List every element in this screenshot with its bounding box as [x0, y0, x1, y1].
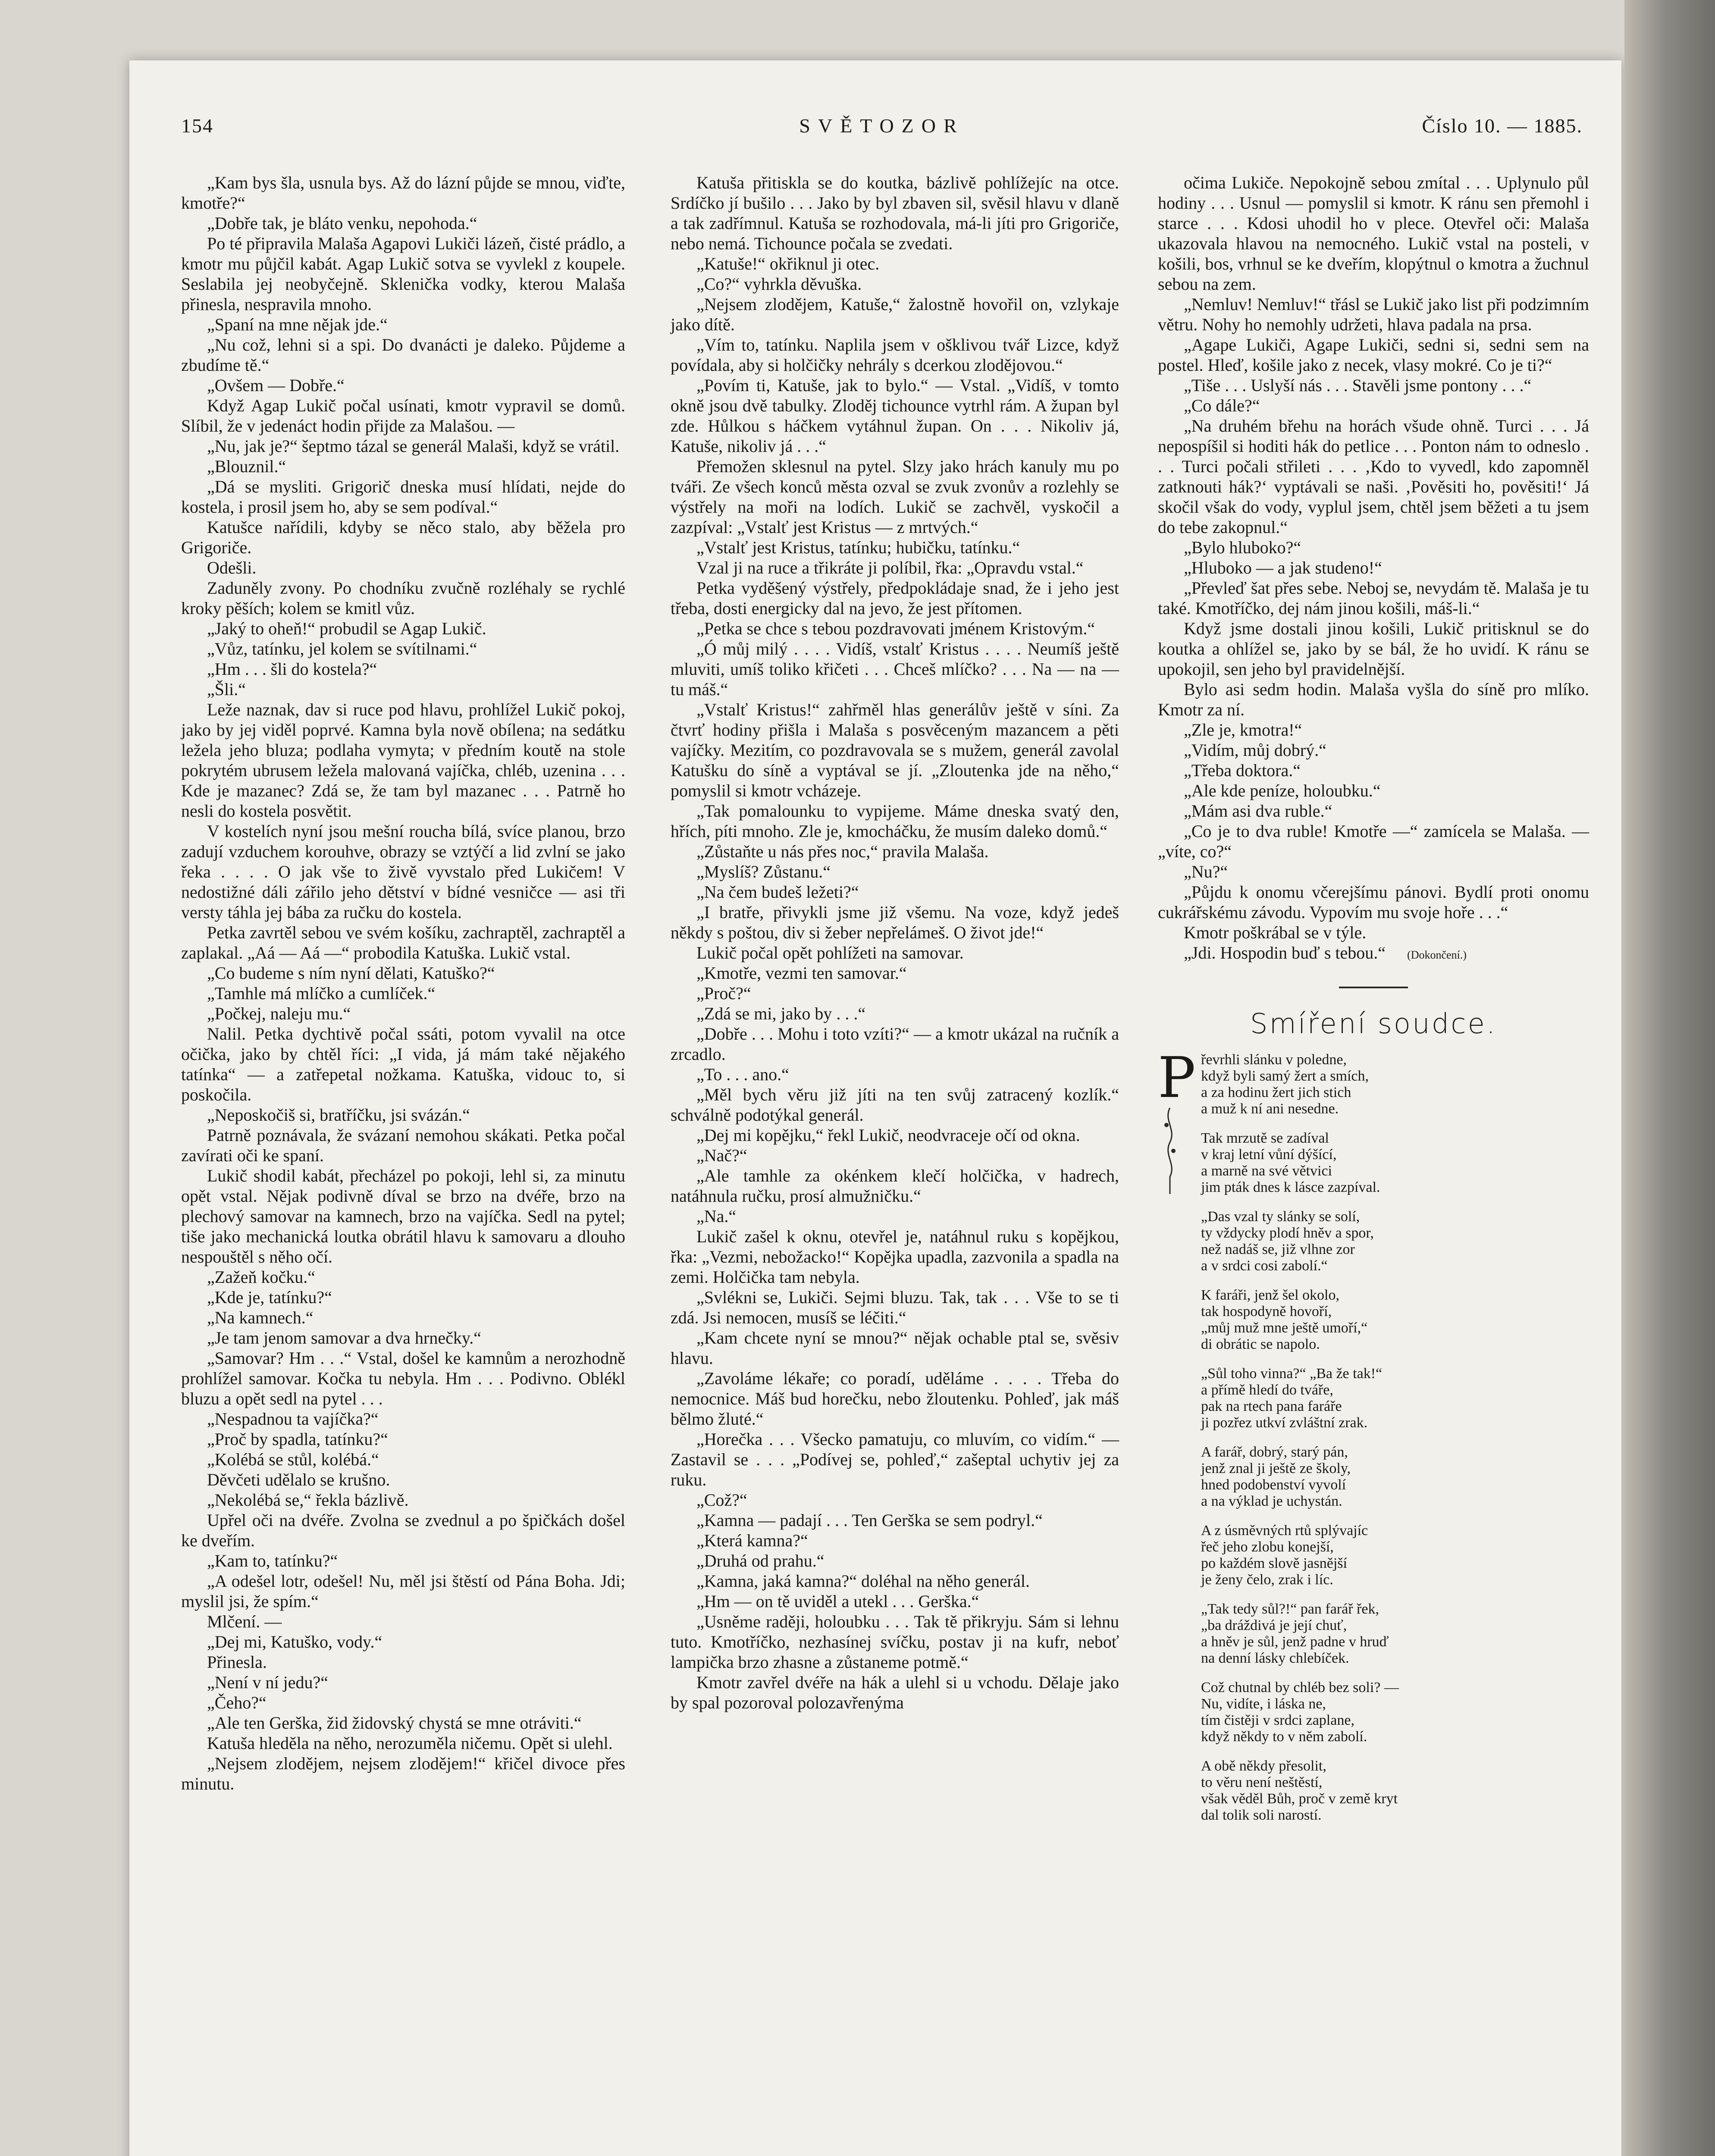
paragraph: „Hm . . . šli do kostela?“	[207, 659, 377, 679]
paragraph: „Zdá se mi, jako by . . .“	[696, 1004, 866, 1023]
poem-stanza	[1188, 1209, 1589, 1274]
poem-line: však věděl Bůh, proč v země kryt	[1201, 1791, 1398, 1807]
paragraph: „Myslíš? Zůstanu.“	[696, 862, 831, 881]
section-divider	[1339, 987, 1408, 988]
poem-line: „Das vzal ty slánky se solí,	[1201, 1209, 1360, 1225]
paragraph: „Blouznil.“	[207, 457, 286, 476]
poem-line: a přímě hledí do tváře,	[1201, 1382, 1333, 1398]
paragraph: „Usněme raději, holoubku . . . Tak tě přikryju. Sám si lehnu tuto. Kmotříčko, nezhasínej svíčku, postav ji na kufr, neboť lampička brzo zhasne a zůstaneme potmě.“	[671, 1612, 1119, 1672]
paragraph: Zaduněly zvony. Po chodníku zvučně rozléhaly se rychlé kroky pěších; kolem se kmitl vůz.	[181, 578, 625, 618]
paragraph: Děvčeti udělalo se krušno.	[207, 1470, 390, 1489]
paragraph: Když jsme dostali jinou košili, Lukič pritisknul se do koutka a ohlížel se, jako by se bál, že ho uvidí. K ránu se upokojil, sen jeho byl pravidelnější.	[1158, 619, 1589, 679]
paragraph: „Dá se mysliti. Grigorič dneska musí hlídati, nejde do kostela, i prosil jsem ho, aby se sem podíval.“	[181, 477, 625, 517]
poem-line: a hněv je sůl, jenž padne v hruď	[1201, 1634, 1389, 1650]
paragraph: „Druhá od prahu.“	[696, 1551, 825, 1570]
poem-stanza	[1188, 1287, 1589, 1353]
poem-initial-letter: P	[1158, 1045, 1196, 1110]
paragraph: Upřel oči na dvéře. Zvolna se zvednul a po špičkách došel ke dveřím.	[181, 1510, 625, 1550]
paragraph: „Kamna, jaká kamna?“ doléhal na něho generál.	[696, 1571, 1030, 1591]
paragraph: „Čeho?“	[207, 1693, 266, 1712]
poem-line: po každém slově jasnější	[1201, 1555, 1347, 1571]
poem-line: Nu, vidíte, i láska ne,	[1201, 1696, 1326, 1712]
paragraph: Katuša hleděla na něho, nerozuměla ničemu. Opět si ulehl.	[207, 1733, 613, 1753]
poem-line: a na výklad je uchystán.	[1201, 1493, 1342, 1509]
paragraph: „Zavoláme lékaře; co poradí, uděláme . . . . Třeba do nemocnice. Máš bud horečku, nebo žloutenku. Pohleď, jak máš bělmo žluté.“	[671, 1369, 1119, 1429]
poem-stanza	[1188, 1130, 1589, 1196]
paragraph: „Proč?“	[696, 984, 751, 1003]
poem-line: a marně na své větvici	[1201, 1163, 1332, 1179]
poem-line: tak hospodyně hovoří,	[1201, 1304, 1332, 1319]
paragraph: Katušce nařídili, kdyby se něco stalo, aby běžela pro Grigoriče.	[181, 517, 625, 557]
paragraph: „Tak pomalounku to vypijeme. Máme dneska svatý den, hřích, píti mnoho. Zle je, kmocháčku, že musím daleko domů.“	[671, 801, 1119, 841]
paragraph: „Počkej, naleju mu.“	[207, 1004, 351, 1023]
paragraph: „Je tam jenom samovar a dva hrnečky.“	[207, 1328, 482, 1348]
paragraph: Po té připravila Malaša Agapovi Lukiči lázeň, čisté prádlo, a kmotr mu půjčil kabát. Agap Lukič sotva se vyvlekl z koupele. Seslabila jej neobyčejně. Sklenička vodky, kterou Malaša přinesla, nespravila mnoho.	[181, 234, 625, 314]
poem-line: ji pozřez utkví zvláštní zrak.	[1201, 1415, 1368, 1431]
poem-line: pak na rtech pana faráře	[1201, 1398, 1342, 1414]
paragraph: Bylo asi sedm hodin. Malaša vyšla do síně pro mlíko. Kmotr za ní.	[1158, 680, 1589, 719]
paragraph: Petka zavrtěl sebou ve svém košíku, zachraptěl, zachraptěl a zaplakal. „Aá — Aá —“ probodila Katuška. Lukič vstal.	[181, 923, 625, 962]
paragraph: „Nejsem zlodějem, nejsem zlodějem!“ křičel divoce přes minutu.	[181, 1754, 625, 1793]
paragraph: „Petka se chce s tebou pozdravovati jménem Kristovým.“	[696, 619, 1095, 638]
poem-title: Smíření soudce.	[1250, 1008, 1497, 1040]
text-column-1	[181, 172, 625, 1794]
paragraph: „Kolébá se stůl, kolébá.“	[207, 1450, 379, 1469]
poem-line: Tak mrzutě se zadíval	[1201, 1130, 1329, 1146]
paragraph: „Kam to, tatínku?“	[207, 1551, 338, 1570]
paragraph: Petka vyděšený výstřely, předpokládaje snad, že i jeho jest třeba, dosti energicky dal na jevo, že jest přítomen.	[671, 578, 1119, 618]
paragraph: „Kam bys šla, usnula bys. Až do lázní půjde se mnou, viďte, kmotře?“	[181, 173, 625, 213]
paragraph: „Co budeme s ním nyní dělati, Katuško?“	[207, 963, 495, 983]
paragraph: „Proč by spadla, tatínku?“	[207, 1429, 388, 1449]
paragraph: „Neposkočiš si, bratříčku, jsi svázán.“	[207, 1105, 470, 1125]
paragraph: „Nu což, lehni si a spi. Do dvanácti je daleko. Půjdeme a zbudíme tě.“	[181, 335, 625, 375]
paragraph: „Co je to dva ruble! Kmotře —“ zamícela se Malaša. — „víte, co?“	[1158, 821, 1589, 861]
paragraph: „Dej mi, Katuško, vody.“	[207, 1632, 383, 1651]
paragraph: „Svlékni se, Lukiči. Sejmi bluzu. Tak, tak . . . Vše to se ti zdá. Jsi nemocen, musíš se léčiti.“	[671, 1288, 1119, 1327]
paragraph: Přinesla.	[207, 1652, 267, 1672]
paragraph: Odešli.	[207, 558, 257, 577]
paragraph: „Bylo hluboko?“	[1184, 538, 1301, 557]
paragraph: „Nekolébá se,“ řekla bázlivě.	[207, 1490, 409, 1510]
text-column-3	[1158, 172, 1589, 1836]
paragraph: „Kde je, tatínku?“	[207, 1288, 332, 1307]
poem-line: když někdy to v něm zabolí.	[1201, 1729, 1367, 1745]
paragraph: „Převleď šat přes sebe. Neboj se, nevydám tě. Malaša je tu také. Kmotříčko, dej nám jinou košili, máš-li.“	[1158, 578, 1589, 618]
paragraph: „Zle je, kmotra!“	[1184, 720, 1302, 740]
poem-line: hned podobenství vyvolí	[1201, 1477, 1346, 1493]
paragraph: „Mám asi dva ruble.“	[1184, 801, 1332, 821]
paragraph: Vzal ji na ruce a třikráte ji políbil, řka: „Opravdu vstal.“	[696, 558, 1084, 577]
poem-stanza	[1188, 1758, 1589, 1824]
paragraph: „Měl bych věru již jíti na ten svůj zatracený kozlík.“ schválně podotýkal generál.	[671, 1085, 1119, 1125]
paragraph: „Nemluv! Nemluv!“ třásl se Lukič jako list při podzimním větru. Nohy ho nemohly udržeti, hlava padala na prsa.	[1158, 295, 1589, 334]
paragraph: očima Lukiče. Nepokojně sebou zmítal . . . Uplynulo půl hodiny . . . Usnul — pomyslil si kmotr. K ránu sen přemohl i starce . . . Kdosi uhodil ho v plece. Otevřel oči: Malaša ukazovala hlavou na nemocného. Lukič vstal na posteli, v košili, bos, vrhnul se ke dveřím, klopýtnul o kmotra a žuchnul sebou na zem.	[1158, 173, 1589, 294]
page-number: 154	[181, 115, 213, 137]
paragraph: V kostelích nyní jsou mešní roucha bílá, svíce planou, brzo zadují vzduchem korouhve, obrazy se vztýčí a lid zvlní se jako řeka . . . . O jak vše to živě vyvstalo před Lukičem! V nedostižné dáli zářilo jeho dětství v bídné vesničce — asi tři versty táhla jej bába za ručku do kostela.	[181, 821, 625, 922]
paragraph: „Kmotře, vezmi ten samovar.“	[696, 963, 907, 983]
paragraph: „Vidím, můj dobrý.“	[1184, 740, 1326, 760]
paragraph: Kmotr zavřel dvéře na hák a ulehl si u vchodu. Dělaje jako by spal pozoroval polozavřenýma	[671, 1673, 1119, 1712]
paragraph: „Na druhém břehu na horách všude ohně. Turci . . . Já nepospíšil si hoditi hák do petlice . . . Ponton nám to odneslo . . . Turci počali střileti . . . ‚Kdo to vyvedl, kdo zapomněl zatknouti hák?‘ vyptávali se naši. ‚Pověsiti ho, pověsiti!‘ Já skočil však do vody, vyplul jsem, chtěl jsem běžeti a tu jsem do tebe zakopnul.“	[1158, 416, 1589, 537]
paragraph: „Tamhle má mlíčko a cumlíček.“	[207, 984, 436, 1003]
journal-title: SVĚTOZOR	[799, 115, 965, 137]
paragraph: Kmotr poškrábal se v týle.	[1184, 923, 1367, 942]
paragraph: Lukič shodil kabát, přecházel po pokoji, lehl si, za minutu opět vstal. Nějak podivně díval se brzo na dvéře, brzo na plechový samovar na kamnech, brzo na vajíčka. Sedl na pytel; tiše jako mechanická loutka obrátil hlavu k samovaru a dlouho nespouštěl s něho očí.	[181, 1166, 625, 1266]
poem-line: řevrhli slánku v poledne,	[1201, 1052, 1347, 1068]
poem-stanza	[1188, 1523, 1589, 1588]
paragraph: „Nespadnou ta vajíčka?“	[207, 1409, 379, 1429]
paragraph: „Dej mi kopějku,“ řekl Lukič, neodvraceje očí od okna.	[696, 1125, 1080, 1145]
paragraph: „Tiše . . . Uslyší nás . . . Stavěli jsme pontony . . .“	[1184, 376, 1532, 395]
paragraph: „Co dále?“	[1184, 396, 1260, 415]
paragraph: „Zůstaňte u nás přes noc,“ pravila Malaša.	[696, 842, 989, 861]
paragraph: „Katuše!“ okřiknul ji otec.	[696, 254, 880, 273]
issue-label: Číslo 10. — 1885.	[1422, 115, 1583, 137]
poem-line: když byli samý žert a smích,	[1201, 1068, 1369, 1084]
paragraph: „Hluboko — a jak studeno!“	[1184, 558, 1382, 577]
paragraph: Patrně poznávala, že svázaní nemohou skákati. Petka počal zavírati oči ke spaní.	[181, 1125, 625, 1165]
paragraph: „Vstalť Kristus!“ zahřměl hlas generálův ještě v síni. Za čtvrť hodiny přišla i Malaša s posvěceným mazancem a pěti vajíčky. Mezitím, co pozdravovala se s mužem, generál zavolal Katušku do síně a vyptával se jí. „Zloutenka jde na něho,“ pomyslil si kmotr vcházeje.	[671, 700, 1119, 800]
paragraph: „Vůz, tatínku, jel kolem se svítilnami.“	[207, 639, 477, 658]
decorative-vine-ornament	[1161, 1108, 1179, 1194]
continuation-note: (Dokončení.)	[1407, 949, 1467, 961]
paragraph: „Ale kde peníze, holoubku.“	[1184, 781, 1381, 800]
paragraph: Nalil. Petka dychtivě počal ssáti, potom vyvalil na otce očička, jako by chtěl říci: „I vida, já mám také nějakého tatínka“ — a zatřepetal nožkama. Katuška, vidouc to, si poskočila.	[181, 1024, 625, 1104]
signoff-text: „Jdi. Hospodin buď s tebou.“	[1184, 943, 1386, 962]
paragraph: „Vstalť jest Kristus, tatínku; hubičku, tatínku.“	[696, 538, 1020, 557]
poem-line: jim pták dnes k lásce zazpíval.	[1201, 1179, 1380, 1195]
poem-line: „Tak tedy sůl?!“ pan farář řek,	[1201, 1601, 1379, 1617]
poem-line: Což chutnal by chléb bez soli? —	[1201, 1680, 1399, 1695]
poem-stanza	[1188, 1680, 1589, 1745]
paragraph: „Dobře tak, je bláto venku, nepohoda.“	[207, 213, 477, 233]
poem-stanza	[1188, 1052, 1589, 1117]
paragraph: Lukič počal opět pohlížeti na samovar.	[696, 943, 964, 962]
paragraph: „Samovar? Hm . . .“ Vstal, došel ke kamnům a nerozhodně prohlížel samovar. Kočka tu nebyla. Hm . . . Podivno. Oblékl bluzu a opět sedl na pytel . . .	[181, 1348, 625, 1408]
paragraph: „Agape Lukiči, Agape Lukiči, sedni si, sedni sem na postel. Hleď, košile jako z necek, vlasy mokré. Co je ti?“	[1158, 335, 1589, 375]
paragraph: „Spaní na mne nějak jde.“	[207, 315, 388, 334]
poem-line: je ženy čelo, zrak i líc.	[1201, 1572, 1333, 1588]
poem-stanza	[1188, 1366, 1589, 1431]
poem-line: jenž znal ji ještě ze školy,	[1201, 1460, 1351, 1476]
paragraph: „Co?“ vyhrkla děvuška.	[696, 274, 862, 294]
poem-line: a muž k ní ani nesedne.	[1201, 1101, 1339, 1117]
poem-stanza	[1188, 1601, 1589, 1667]
poem-line: di obrátic se napolo.	[1201, 1336, 1320, 1352]
paragraph: „Na čem budeš ležeti?“	[696, 882, 859, 902]
paragraph: Když Agap Lukič počal usínati, kmotr vypravil se domů. Slíbil, že v jedenáct hodin přijde za Malašou. —	[181, 396, 625, 436]
book-binding-edge	[1624, 0, 1715, 2156]
poem-line: „můj muž mne ještě umoří,“	[1201, 1320, 1368, 1336]
text-column-2	[671, 172, 1119, 1713]
poem-line: v kraj letní vůní dýšící,	[1201, 1147, 1337, 1163]
paragraph: „Zažeň kočku.“	[207, 1267, 315, 1287]
story-signoff	[1158, 943, 1589, 965]
paragraph: „Což?“	[696, 1490, 747, 1510]
paragraph: „Ó můj milý . . . . Vidíš, vstalť Kristus . . . . Neumíš ještě mluviti, umíš toliko křičeti . . . Chceš mlíčko? . . . Na — na — tu máš.“	[671, 639, 1119, 699]
page-header	[181, 110, 1583, 149]
paragraph: „Šli.“	[207, 680, 246, 699]
poem-line: řeč jeho zlobu konejší,	[1201, 1539, 1334, 1555]
paragraph: „Horečka . . . Všecko pamatuju, co mluvím, co vidím.“ — Zastavil se . . . „Podívej se, pohleď,“ zašeptal uchytiv jej za ruku.	[671, 1429, 1119, 1489]
poem	[1158, 1045, 1589, 1824]
paragraph: „Na kamnech.“	[207, 1308, 314, 1327]
paragraph: „Není v ní jedu?“	[207, 1673, 328, 1692]
paragraph: „Nu, jak je?“ šeptmo tázal se generál Malaši, když se vrátil.	[207, 436, 620, 456]
paragraph: „Ale tamhle za okénkem klečí holčička, v hadrech, natáhnula ručku, prosí almužničku.“	[671, 1166, 1119, 1206]
poem-line: „Sůl toho vinna?“ „Ba že tak!“	[1201, 1366, 1383, 1382]
paragraph: „Hm — on tě uviděl a utekl . . . Gerška.“	[696, 1592, 979, 1611]
column-3-body	[1158, 172, 1589, 943]
paragraph: Přemožen sklesnul na pytel. Slzy jako hrách kanuly mu po tváři. Ze všech konců města ozval se zvuk zvonův a rozlehly se výstřely na moři na lodích. Lukič se zachvěl, vyskočil a zazpíval: „Vstalť jest Kristus — z mrtvých.“	[671, 457, 1119, 537]
poem-line: „ba dráždivá je její chuť,	[1201, 1617, 1347, 1633]
paragraph: „Která kamna?“	[696, 1531, 808, 1550]
paragraph: Lukič zašel k oknu, otevřel je, natáhnul ruku s kopějkou, řka: „Vezmi, nebožacko!“ Kopějka upadla, zazvonila a spadla na zemi. Holčička tam nebyla.	[671, 1227, 1119, 1287]
paragraph: „Nač?“	[696, 1146, 747, 1165]
paragraph: „Povím ti, Katuše, jak to bylo.“ — Vstal. „Vidíš, v tomto okně jsou dvě tabulky. Zloděj tichounce vytrhl rám. A župan byl zde. Hůlkou s háčkem vytáhnul župan. On . . . Nikoliv já, Katuše, nikoliv já . . .“	[671, 376, 1119, 456]
paragraph: Mlčení. —	[207, 1612, 282, 1631]
paragraph: „Půjdu k onomu včerejšímu pánovi. Bydlí proti onomu cukrářskému závodu. Vypovím mu svoje hoře . . .“	[1158, 882, 1589, 922]
paragraph: „Dobře . . . Mohu i toto vzíti?“ — a kmotr ukázal na ručník a zrcadlo.	[671, 1024, 1119, 1064]
poem-line: ty vždycky plodí hněv a spor,	[1201, 1225, 1374, 1241]
paragraph: „Nejsem zlodějem, Katuše,“ žalostně hovořil on, vzlykaje jako dítě.	[671, 295, 1119, 334]
paragraph: „I bratře, přivykli jsme již všemu. Na voze, když jedeš někdy s poštou, div si žeber nepřelámeš. O život jde!“	[671, 903, 1119, 942]
poem-line: tím čistěji v srdci zaplane,	[1201, 1712, 1354, 1728]
paragraph: „Jaký to oheň!“ probudil se Agap Lukič.	[207, 619, 486, 638]
poem-line: a za hodinu žert jich stich	[1201, 1084, 1351, 1100]
paragraph: „To . . . ano.“	[696, 1065, 789, 1084]
poem-line: A farář, dobrý, starý pán,	[1201, 1444, 1348, 1460]
paragraph: „Vím to, tatínku. Naplila jsem v ošklivou tvář Lizce, když povídala, aby si holčičky nehrály s dcerkou zlodějovou.“	[671, 335, 1119, 375]
paragraph: „Ovšem — Dobře.“	[207, 376, 345, 395]
poem-stanzas	[1188, 1052, 1589, 1824]
poem-line: na denní lásky chlebíček.	[1201, 1650, 1349, 1666]
paragraph: „Ale ten Gerška, žid židovský chystá se mne otráviti.“	[207, 1713, 582, 1733]
poem-line: K faráři, jenž šel okolo,	[1201, 1287, 1339, 1303]
paragraph: „A odešel lotr, odešel! Nu, měl jsi štěstí od Pána Boha. Jdi; myslil jsi, že spím.“	[181, 1571, 625, 1611]
paragraph: „Na.“	[696, 1206, 737, 1226]
paragraph: „Nu?“	[1184, 862, 1228, 881]
poem-line: to věru není neštěstí,	[1201, 1774, 1323, 1790]
paragraph: Katuša přitiskla se do koutka, bázlivě pohlížejíc na otce. Srdíčko jí bušilo . . . Jako by byl zbaven sil, svěsil hlavu v dlaně a tak zadřímnul. Katuša se rozhodovala, má-li jíti pro Grigoriče, nebo nemá. Tichounce počala se zvedati.	[671, 173, 1119, 253]
paragraph: „Kamna — padají . . . Ten Gerška se sem podryl.“	[696, 1510, 1043, 1530]
poem-line: A z úsměvných rtů splývajíc	[1201, 1523, 1368, 1539]
paragraph: „Kam chcete nyní se mnou?“ nějak ochable ptal se, svěsiv hlavu.	[671, 1328, 1119, 1368]
paragraph: „Třeba doktora.“	[1184, 761, 1301, 780]
poem-line: a v srdci cosi zabolí.“	[1201, 1258, 1328, 1274]
poem-line: A obě někdy přesolit,	[1201, 1758, 1326, 1774]
poem-line: než nadáš se, již vlhne zor	[1201, 1241, 1355, 1257]
paragraph: Leže naznak, dav si ruce pod hlavu, prohlížel Lukič pokoj, jako by jej viděl poprvé. Kamna byla nově obílena; na sedátku ležela jeho bluza; podlaha vymyta; v předním koutě na stole pokrytém ubrusem ležela malovaná vajíčka, chléb, uzenina . . . Kde je mazanec? Zdá se, že tam byl mazanec . . . Patrně ho nesli do kostela posvětit.	[181, 700, 625, 821]
poem-stanza	[1188, 1444, 1589, 1510]
poem-line: dal tolik soli narostí.	[1201, 1807, 1322, 1823]
